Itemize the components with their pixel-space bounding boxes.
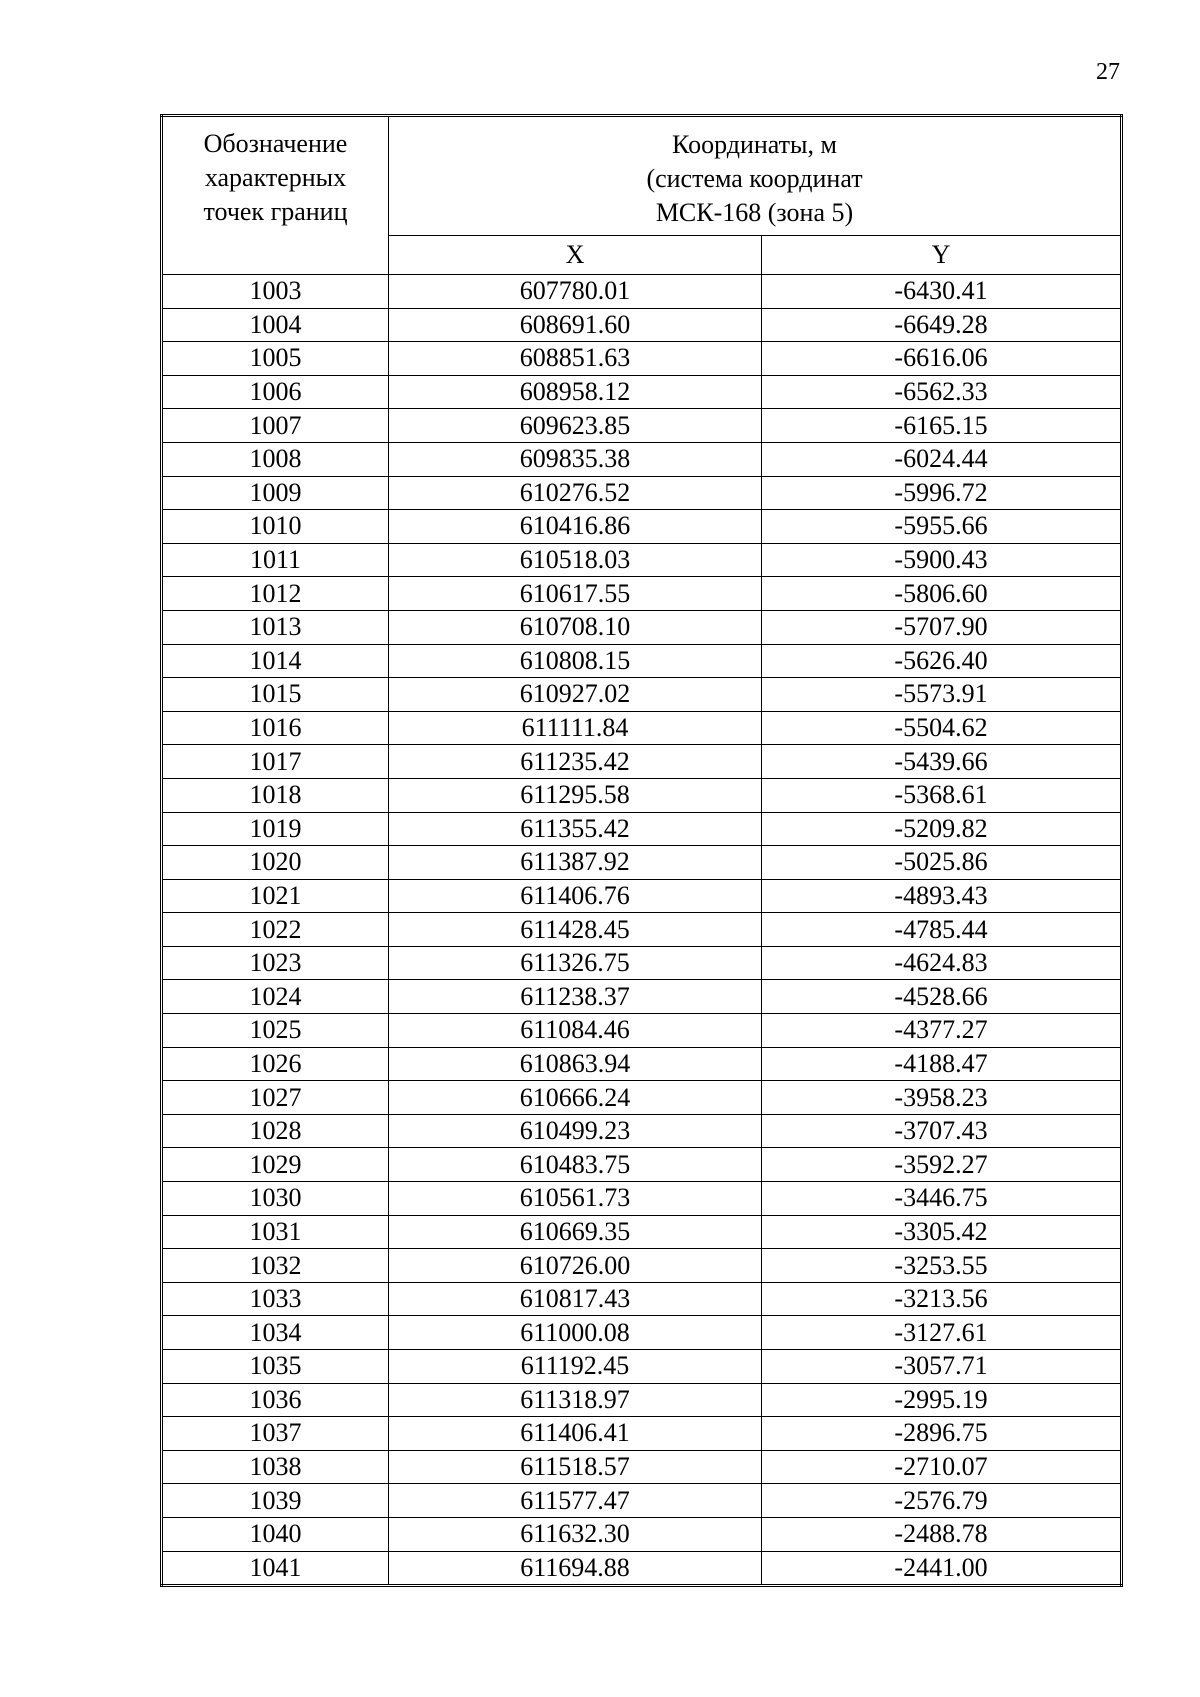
coords-header-line: (система координат xyxy=(646,164,863,193)
y-coordinate-cell: -2488.78 xyxy=(762,1517,1122,1551)
point-header-line: характерных xyxy=(204,163,347,192)
table-row xyxy=(162,1114,1122,1148)
x-coordinate-cell: 611577.47 xyxy=(389,1484,762,1518)
point-id-cell: 1008 xyxy=(162,442,389,476)
point-id-cell: 1023 xyxy=(162,946,389,980)
y-coordinate-cell: -3213.56 xyxy=(762,1282,1122,1316)
y-coordinate-cell: -5955.66 xyxy=(762,510,1122,544)
x-coordinate-cell: 611632.30 xyxy=(389,1517,762,1551)
point-id-cell: 1040 xyxy=(162,1517,389,1551)
table-row xyxy=(162,1450,1122,1484)
table-row xyxy=(162,1249,1122,1283)
point-id-cell: 1010 xyxy=(162,510,389,544)
y-coordinate-cell: -5209.82 xyxy=(762,812,1122,846)
x-coordinate-cell: 610499.23 xyxy=(389,1114,762,1148)
table-row xyxy=(162,1517,1122,1551)
y-coordinate-cell: -2896.75 xyxy=(762,1417,1122,1451)
y-coordinate-cell: -2710.07 xyxy=(762,1450,1122,1484)
point-id-cell: 1020 xyxy=(162,846,389,880)
table-row xyxy=(162,476,1122,510)
y-coordinate-cell: -6165.15 xyxy=(762,409,1122,443)
y-coordinate-cell: -2995.19 xyxy=(762,1383,1122,1417)
point-id-cell: 1021 xyxy=(162,879,389,913)
x-coordinate-cell: 611084.46 xyxy=(389,1014,762,1048)
y-coordinate-cell: -3127.61 xyxy=(762,1316,1122,1350)
x-coordinate-cell: 608958.12 xyxy=(389,375,762,409)
x-coordinate-cell: 611295.58 xyxy=(389,778,762,812)
table-row xyxy=(162,1551,1122,1586)
x-coordinate-cell: 611326.75 xyxy=(389,946,762,980)
x-coordinate-cell: 610863.94 xyxy=(389,1047,762,1081)
x-coordinate-cell: 611387.92 xyxy=(389,846,762,880)
x-coordinate-cell: 610483.75 xyxy=(389,1148,762,1182)
coordinates-table xyxy=(160,114,1123,1587)
x-coordinate-cell: 611355.42 xyxy=(389,812,762,846)
y-coordinate-cell: -5439.66 xyxy=(762,745,1122,779)
point-id-cell: 1039 xyxy=(162,1484,389,1518)
point-id-cell: 1027 xyxy=(162,1081,389,1115)
point-id-cell: 1004 xyxy=(162,308,389,342)
x-coordinate-cell: 610617.55 xyxy=(389,577,762,611)
table-row xyxy=(162,1417,1122,1451)
x-coordinate-cell: 611518.57 xyxy=(389,1450,762,1484)
y-coordinate-cell: -3446.75 xyxy=(762,1182,1122,1216)
point-id-cell: 1028 xyxy=(162,1114,389,1148)
point-id-cell: 1022 xyxy=(162,913,389,947)
x-coordinate-cell: 610666.24 xyxy=(389,1081,762,1115)
point-id-cell: 1012 xyxy=(162,577,389,611)
point-id-cell: 1015 xyxy=(162,678,389,712)
point-id-cell: 1018 xyxy=(162,778,389,812)
y-coordinate-cell: -6430.41 xyxy=(762,275,1122,309)
point-id-cell: 1011 xyxy=(162,543,389,577)
point-id-cell: 1003 xyxy=(162,275,389,309)
x-coordinate-cell: 611406.76 xyxy=(389,879,762,913)
x-coordinate-cell: 611111.84 xyxy=(389,711,762,745)
y-coordinate-cell: -5025.86 xyxy=(762,846,1122,880)
point-id-cell: 1030 xyxy=(162,1182,389,1216)
table-header-row xyxy=(162,116,1122,236)
table-row xyxy=(162,879,1122,913)
table-row xyxy=(162,308,1122,342)
table-row xyxy=(162,1215,1122,1249)
table-row xyxy=(162,913,1122,947)
x-coordinate-cell: 611406.41 xyxy=(389,1417,762,1451)
y-coordinate-cell: -5573.91 xyxy=(762,678,1122,712)
table-row xyxy=(162,644,1122,678)
table-row xyxy=(162,1148,1122,1182)
x-coordinate-cell: 610817.43 xyxy=(389,1282,762,1316)
y-coordinate-cell: -4785.44 xyxy=(762,913,1122,947)
point-id-cell: 1036 xyxy=(162,1383,389,1417)
y-coordinate-cell: -3592.27 xyxy=(762,1148,1122,1182)
point-id-cell: 1035 xyxy=(162,1350,389,1384)
x-coordinate-cell: 610561.73 xyxy=(389,1182,762,1216)
coordinates-header xyxy=(389,116,1122,236)
table-row xyxy=(162,1014,1122,1048)
y-coordinate-cell: -6649.28 xyxy=(762,308,1122,342)
y-coordinate-cell: -3253.55 xyxy=(762,1249,1122,1283)
x-coordinate-cell: 608691.60 xyxy=(389,308,762,342)
y-coordinate-cell: -5626.40 xyxy=(762,644,1122,678)
table-row xyxy=(162,610,1122,644)
x-coordinate-cell: 610927.02 xyxy=(389,678,762,712)
point-id-cell: 1034 xyxy=(162,1316,389,1350)
x-coordinate-cell: 611318.97 xyxy=(389,1383,762,1417)
x-coordinate-cell: 610276.52 xyxy=(389,476,762,510)
y-column-header: Y xyxy=(762,236,1122,275)
table-row xyxy=(162,1316,1122,1350)
page-number: 27 xyxy=(1096,59,1120,85)
table-row xyxy=(162,745,1122,779)
x-coordinate-cell: 607780.01 xyxy=(389,275,762,309)
y-coordinate-cell: -5996.72 xyxy=(762,476,1122,510)
y-coordinate-cell: -4624.83 xyxy=(762,946,1122,980)
table-row xyxy=(162,375,1122,409)
x-coordinate-cell: 610726.00 xyxy=(389,1249,762,1283)
point-id-cell: 1016 xyxy=(162,711,389,745)
point-id-cell: 1006 xyxy=(162,375,389,409)
y-coordinate-cell: -2576.79 xyxy=(762,1484,1122,1518)
table-row xyxy=(162,846,1122,880)
table-row xyxy=(162,711,1122,745)
y-coordinate-cell: -4893.43 xyxy=(762,879,1122,913)
table-row xyxy=(162,510,1122,544)
point-id-cell: 1005 xyxy=(162,342,389,376)
y-coordinate-cell: -4188.47 xyxy=(762,1047,1122,1081)
x-coordinate-cell: 609835.38 xyxy=(389,442,762,476)
point-header-line: точек границ xyxy=(203,197,348,226)
point-id-cell: 1009 xyxy=(162,476,389,510)
table-body xyxy=(162,275,1122,1586)
y-coordinate-cell: -6024.44 xyxy=(762,442,1122,476)
y-coordinate-cell: -3958.23 xyxy=(762,1081,1122,1115)
table-row xyxy=(162,980,1122,1014)
point-header-line: Обозначение xyxy=(203,129,348,158)
table-row xyxy=(162,1484,1122,1518)
y-coordinate-cell: -4377.27 xyxy=(762,1014,1122,1048)
table-row xyxy=(162,409,1122,443)
x-coordinate-cell: 611235.42 xyxy=(389,745,762,779)
x-coordinate-cell: 608851.63 xyxy=(389,342,762,376)
table-row xyxy=(162,1182,1122,1216)
x-coordinate-cell: 610669.35 xyxy=(389,1215,762,1249)
y-coordinate-cell: -3305.42 xyxy=(762,1215,1122,1249)
point-id-cell: 1014 xyxy=(162,644,389,678)
table-row xyxy=(162,946,1122,980)
point-id-cell: 1032 xyxy=(162,1249,389,1283)
x-coordinate-cell: 609623.85 xyxy=(389,409,762,443)
table-row xyxy=(162,1047,1122,1081)
x-coordinate-cell: 611428.45 xyxy=(389,913,762,947)
point-id-cell: 1031 xyxy=(162,1215,389,1249)
y-coordinate-cell: -2441.00 xyxy=(762,1551,1122,1586)
point-id-cell: 1017 xyxy=(162,745,389,779)
table-row xyxy=(162,1081,1122,1115)
point-id-cell: 1019 xyxy=(162,812,389,846)
point-id-cell: 1025 xyxy=(162,1014,389,1048)
table-row xyxy=(162,778,1122,812)
point-id-cell: 1013 xyxy=(162,610,389,644)
table-row xyxy=(162,1383,1122,1417)
table-row xyxy=(162,442,1122,476)
table-row xyxy=(162,577,1122,611)
x-column-header: X xyxy=(389,236,762,275)
y-coordinate-cell: -4528.66 xyxy=(762,980,1122,1014)
x-coordinate-cell: 611000.08 xyxy=(389,1316,762,1350)
table-row xyxy=(162,543,1122,577)
point-id-cell: 1037 xyxy=(162,1417,389,1451)
point-id-cell: 1026 xyxy=(162,1047,389,1081)
y-coordinate-cell: -6616.06 xyxy=(762,342,1122,376)
table-row xyxy=(162,342,1122,376)
x-coordinate-cell: 611192.45 xyxy=(389,1350,762,1384)
y-coordinate-cell: -5707.90 xyxy=(762,610,1122,644)
table-row xyxy=(162,812,1122,846)
coords-header-line: МСК-168 (зона 5) xyxy=(655,198,854,227)
point-id-cell: 1038 xyxy=(162,1450,389,1484)
y-coordinate-cell: -5368.61 xyxy=(762,778,1122,812)
x-coordinate-cell: 610808.15 xyxy=(389,644,762,678)
coords-header-line: Координаты, м xyxy=(672,130,837,159)
table-row xyxy=(162,275,1122,309)
point-id-cell: 1029 xyxy=(162,1148,389,1182)
y-coordinate-cell: -5504.62 xyxy=(762,711,1122,745)
point-id-cell: 1033 xyxy=(162,1282,389,1316)
point-designation-header xyxy=(162,116,389,275)
table-row xyxy=(162,678,1122,712)
y-coordinate-cell: -5806.60 xyxy=(762,577,1122,611)
point-id-cell: 1041 xyxy=(162,1551,389,1586)
table-row xyxy=(162,1282,1122,1316)
table-row xyxy=(162,1350,1122,1384)
x-coordinate-cell: 611238.37 xyxy=(389,980,762,1014)
point-id-cell: 1007 xyxy=(162,409,389,443)
y-coordinate-cell: -3707.43 xyxy=(762,1114,1122,1148)
y-coordinate-cell: -3057.71 xyxy=(762,1350,1122,1384)
y-coordinate-cell: -6562.33 xyxy=(762,375,1122,409)
x-coordinate-cell: 611694.88 xyxy=(389,1551,762,1586)
x-coordinate-cell: 610708.10 xyxy=(389,610,762,644)
point-id-cell: 1024 xyxy=(162,980,389,1014)
x-coordinate-cell: 610416.86 xyxy=(389,510,762,544)
y-coordinate-cell: -5900.43 xyxy=(762,543,1122,577)
x-coordinate-cell: 610518.03 xyxy=(389,543,762,577)
